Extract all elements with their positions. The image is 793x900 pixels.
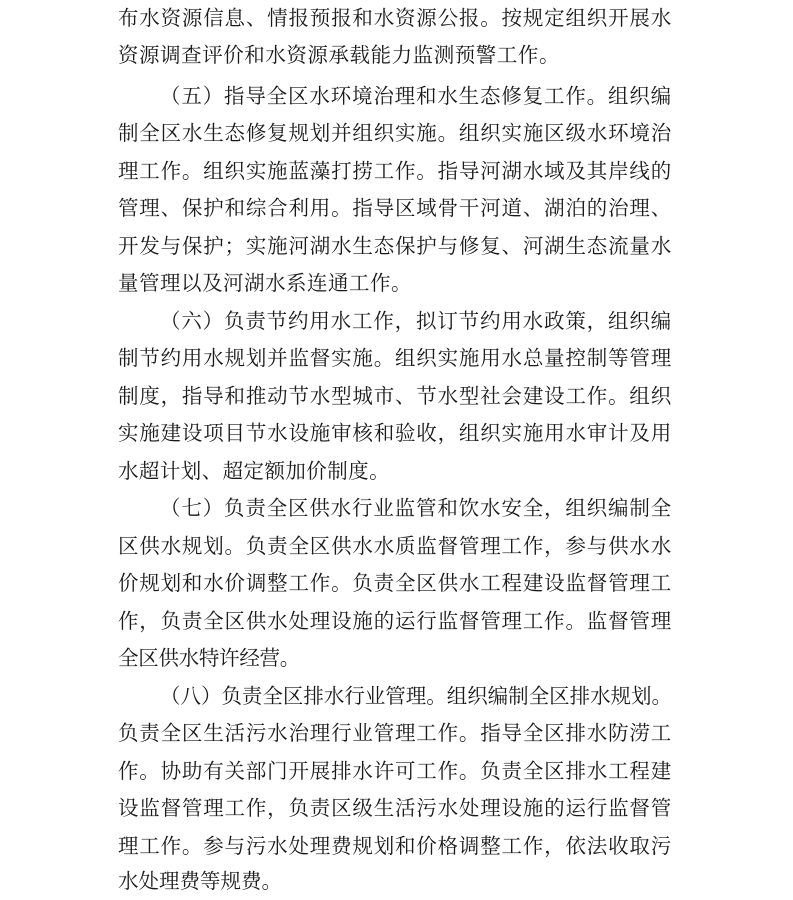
text-line: 价规划和水价调整工作。负责全区供水工程建设监督管理工	[118, 571, 672, 595]
text-line: 作。协助有关部门开展排水许可工作。负责全区排水工程建	[118, 759, 672, 783]
text-line: （五）指导全区水环境治理和水生态修复工作。组织编	[160, 84, 672, 108]
text-line: 制节约用水规划并监督实施。组织实施用水总量控制等管理	[118, 346, 672, 370]
text-line: 量管理以及河湖水系连通工作。	[118, 271, 412, 295]
text-line: 设监督管理工作，负责区级生活污水处理设施的运行监督管	[118, 796, 672, 820]
text-line: 开发与保护；实施河湖水生态保护与修复、河湖生态流量水	[118, 234, 672, 258]
text-line: 制全区水生态修复规划并组织实施。组织实施区级水环境治	[118, 121, 672, 145]
text-line: 资源调查评价和水资源承载能力监测预警工作。	[118, 43, 560, 67]
text-line: 全区供水特许经营。	[118, 646, 300, 670]
text-line: 制度，指导和推动节水型城市、节水型社会建设工作。组织	[118, 384, 672, 408]
text-line: 水处理费等规费。	[118, 869, 282, 893]
text-line: （七）负责全区供水行业监管和饮水安全，组织编制全	[160, 496, 672, 520]
text-line: （六）负责节约用水工作，拟订节约用水政策，组织编	[160, 309, 672, 333]
text-line: 作，负责全区供水处理设施的运行监督管理工作。监督管理	[118, 609, 672, 633]
text-line: 理工作。组织实施蓝藻打捞工作。指导河湖水域及其岸线的	[118, 159, 672, 183]
text-line: 管理、保护和综合利用。指导区域骨干河道、湖泊的治理、	[118, 196, 672, 220]
text-line: 实施建设项目节水设施审核和验收，组织实施用水审计及用	[118, 421, 672, 445]
text-line: 布水资源信息、情报预报和水资源公报。按规定组织开展水	[118, 6, 672, 30]
text-line: 水超计划、超定额加价制度。	[118, 459, 390, 483]
text-line: （八）负责全区排水行业管理。组织编制全区排水规划。	[160, 684, 672, 708]
text-line: 理工作。参与污水处理费规划和价格调整工作，依法收取污	[118, 834, 672, 858]
text-line: 负责全区生活污水治理行业管理工作。指导全区排水防涝工	[118, 721, 672, 745]
text-line: 区供水规划。负责全区供水水质监督管理工作，参与供水水	[118, 534, 672, 558]
